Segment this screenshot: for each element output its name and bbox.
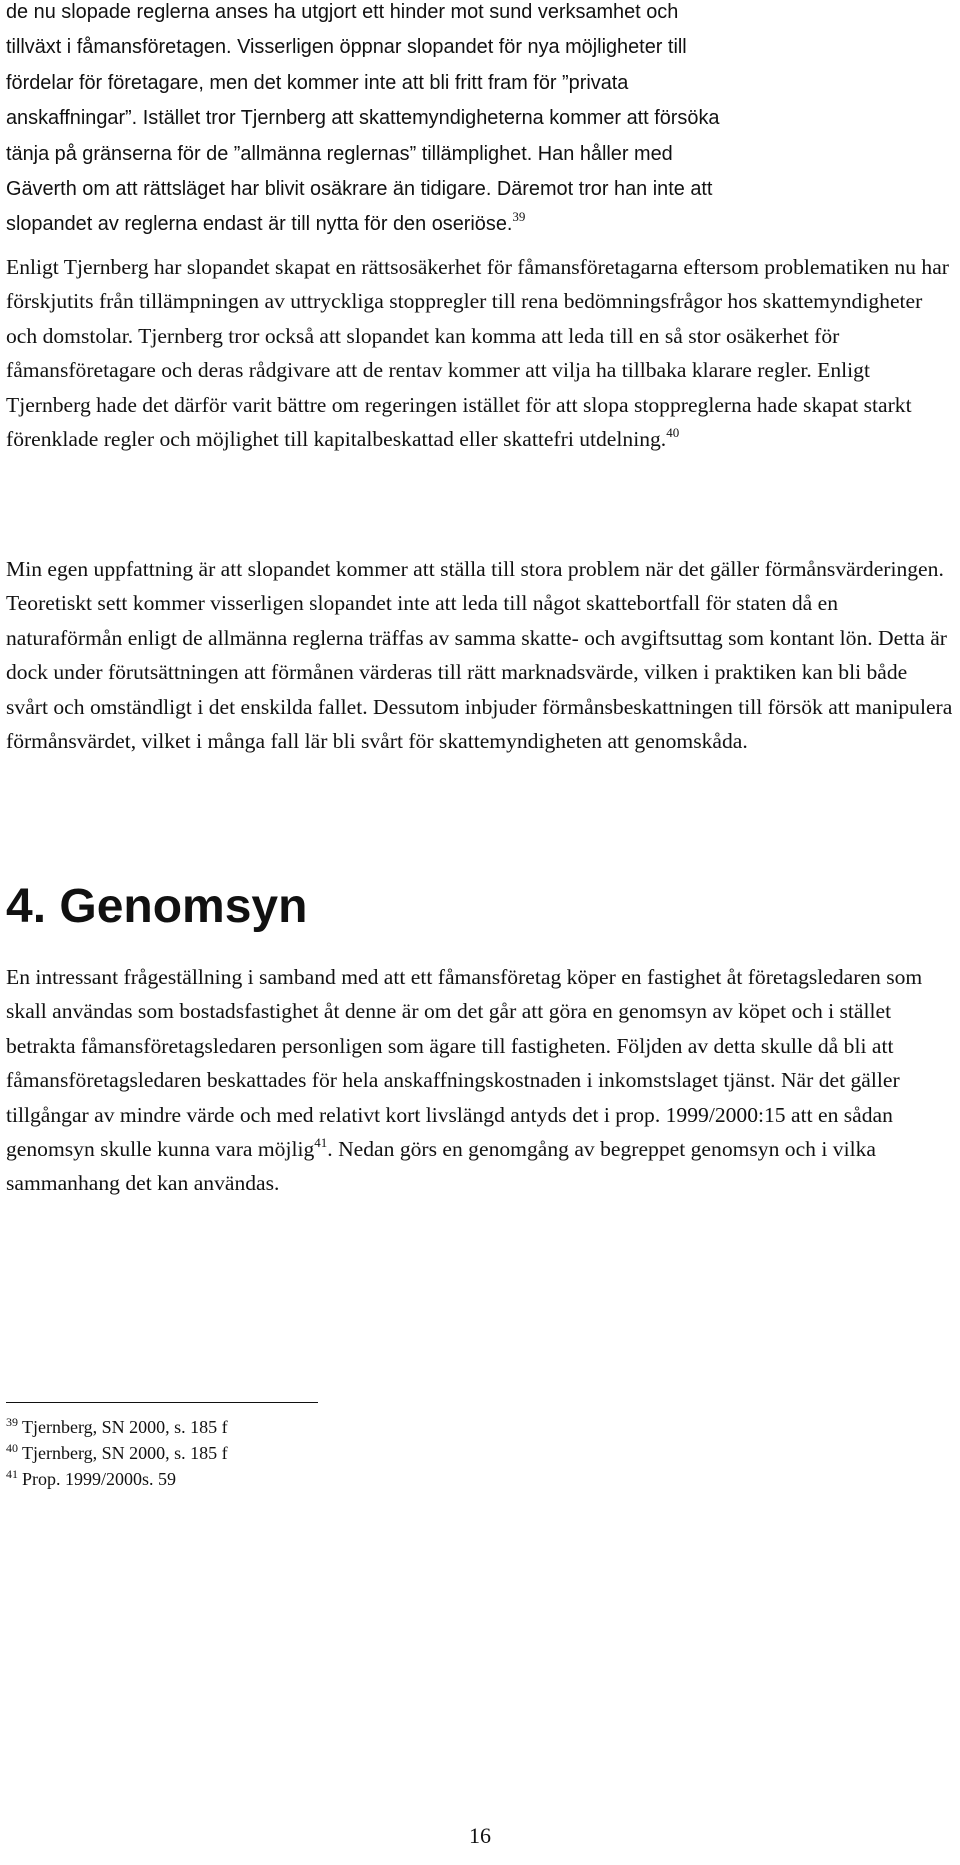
footnote-number: 39 [6, 1415, 18, 1429]
paragraph-line: tänja på gränserna för de ”allmänna reglernas” tillämplighet. Han håller med [6, 142, 673, 165]
footnote [6, 1466, 228, 1492]
paragraph-continuation [6, 0, 954, 242]
paragraph-text: . Nedan görs en genomgång av begreppet genomsyn och i vilka sammanhang det kan användas. [6, 1137, 876, 1196]
footnote-reference: 41 [314, 1135, 328, 1151]
footnote-number: 41 [6, 1467, 18, 1481]
page-number: 16 [469, 1823, 491, 1848]
paragraph-line: anskaffningar”. Istället tror Tjernberg att skattemyndigheterna kommer att försöka [6, 107, 720, 130]
footnote [6, 1440, 228, 1466]
paragraph-line: slopandet av reglerna endast är till nytta för den oseriöse. [6, 213, 513, 236]
footnote-text: Tjernberg, SN 2000, s. 185 f [22, 1443, 228, 1463]
footnote [6, 1414, 228, 1440]
paragraph-text: Min egen uppfattning är att slopandet kommer att ställa till stora problem när det gäller förmånsvärderingen. Teoretiskt sett kommer visserligen slopandet inte att leda till något skattebortfall för staten då en naturaförmån enligt de allmänna reglerna träffas av samma skatte- och avgiftsuttag som kontant lön. Detta är dock under förutsättningen att förmånen värderas till rätt marknadsvärde, vilken i praktiken kan bli både svårt och omständligt i det enskilda fallet. Dessutom inbjuder förmånsbeskattningen till försök att manipulera förmånsvärdet, vilket i många fall lär bli svårt för skattemyndigheten att genomskåda. [6, 557, 953, 754]
paragraph-line: fördelar för företagare, men det kommer inte att bli fritt fram för ”privata [6, 71, 629, 94]
paragraph-line: tillväxt i fåmansföretagen. Visserligen öppnar slopandet för nya möjligheter till [6, 36, 687, 59]
footnote-number: 40 [6, 1441, 18, 1455]
footnote-text: Prop. 1999/2000s. 59 [22, 1469, 177, 1489]
paragraph-line: Gäverth om att rättsläget har blivit osäkrare än tidigare. Däremot tror han inte att [6, 178, 713, 201]
paragraph-text: En intressant frågeställning i samband med att ett fåmansföretag köper en fastighet åt företagsledaren som skall användas som bostadsfastighet åt denne är om det går att göra en genomsyn av köpet och i stället betrakta fåmansföretagsledaren personligen som ägare till fastigheten. Följden av detta skulle då bli att fåmansföretagsledaren beskattades för hela anskaffningskostnaden i inkomstslaget tjänst. När det gäller tillgångar av mindre värde och med relativt kort livslängd antyds det i prop. 1999/2000:15 att en sådan genomsyn skulle kunna vara möjlig [6, 965, 923, 1162]
footnote-reference: 40 [666, 425, 680, 441]
paragraph-tjernberg-opinion [6, 250, 954, 456]
paragraph-genomsyn-intro [6, 960, 954, 1201]
paragraph-text: Enligt Tjernberg har slopandet skapat en rättsosäkerhet för fåmansföretagarna eftersom problematiken nu har förskjutits från tillämpningen av uttryckliga stoppregler till rena bedömningsfrågor hos skattemyndigheter och domstolar. Tjernberg tror också att slopandet kan komma att leda till en så stor osäkerhet för fåmansföretagare och deras rådgivare att de rentav kommer att vilja ha tillbaka klarare regler. Enligt Tjernberg hade det därför varit bättre om regeringen istället för att slopa stoppreglerna hade skapat starkt förenklade regler och möjlighet till kapitalbeskattad eller skattefri utdelning. [6, 255, 949, 452]
footnote-reference: 39 [512, 209, 526, 225]
footnote-separator [6, 1402, 318, 1403]
section-heading: 4. Genomsyn [6, 880, 308, 933]
paragraph-line: de nu slopade reglerna anses ha utgjort ett hinder mot sund verksamhet och [6, 1, 679, 23]
footnotes [6, 1414, 228, 1492]
footnote-text: Tjernberg, SN 2000, s. 185 f [22, 1417, 228, 1437]
paragraph-own-opinion [6, 552, 954, 758]
